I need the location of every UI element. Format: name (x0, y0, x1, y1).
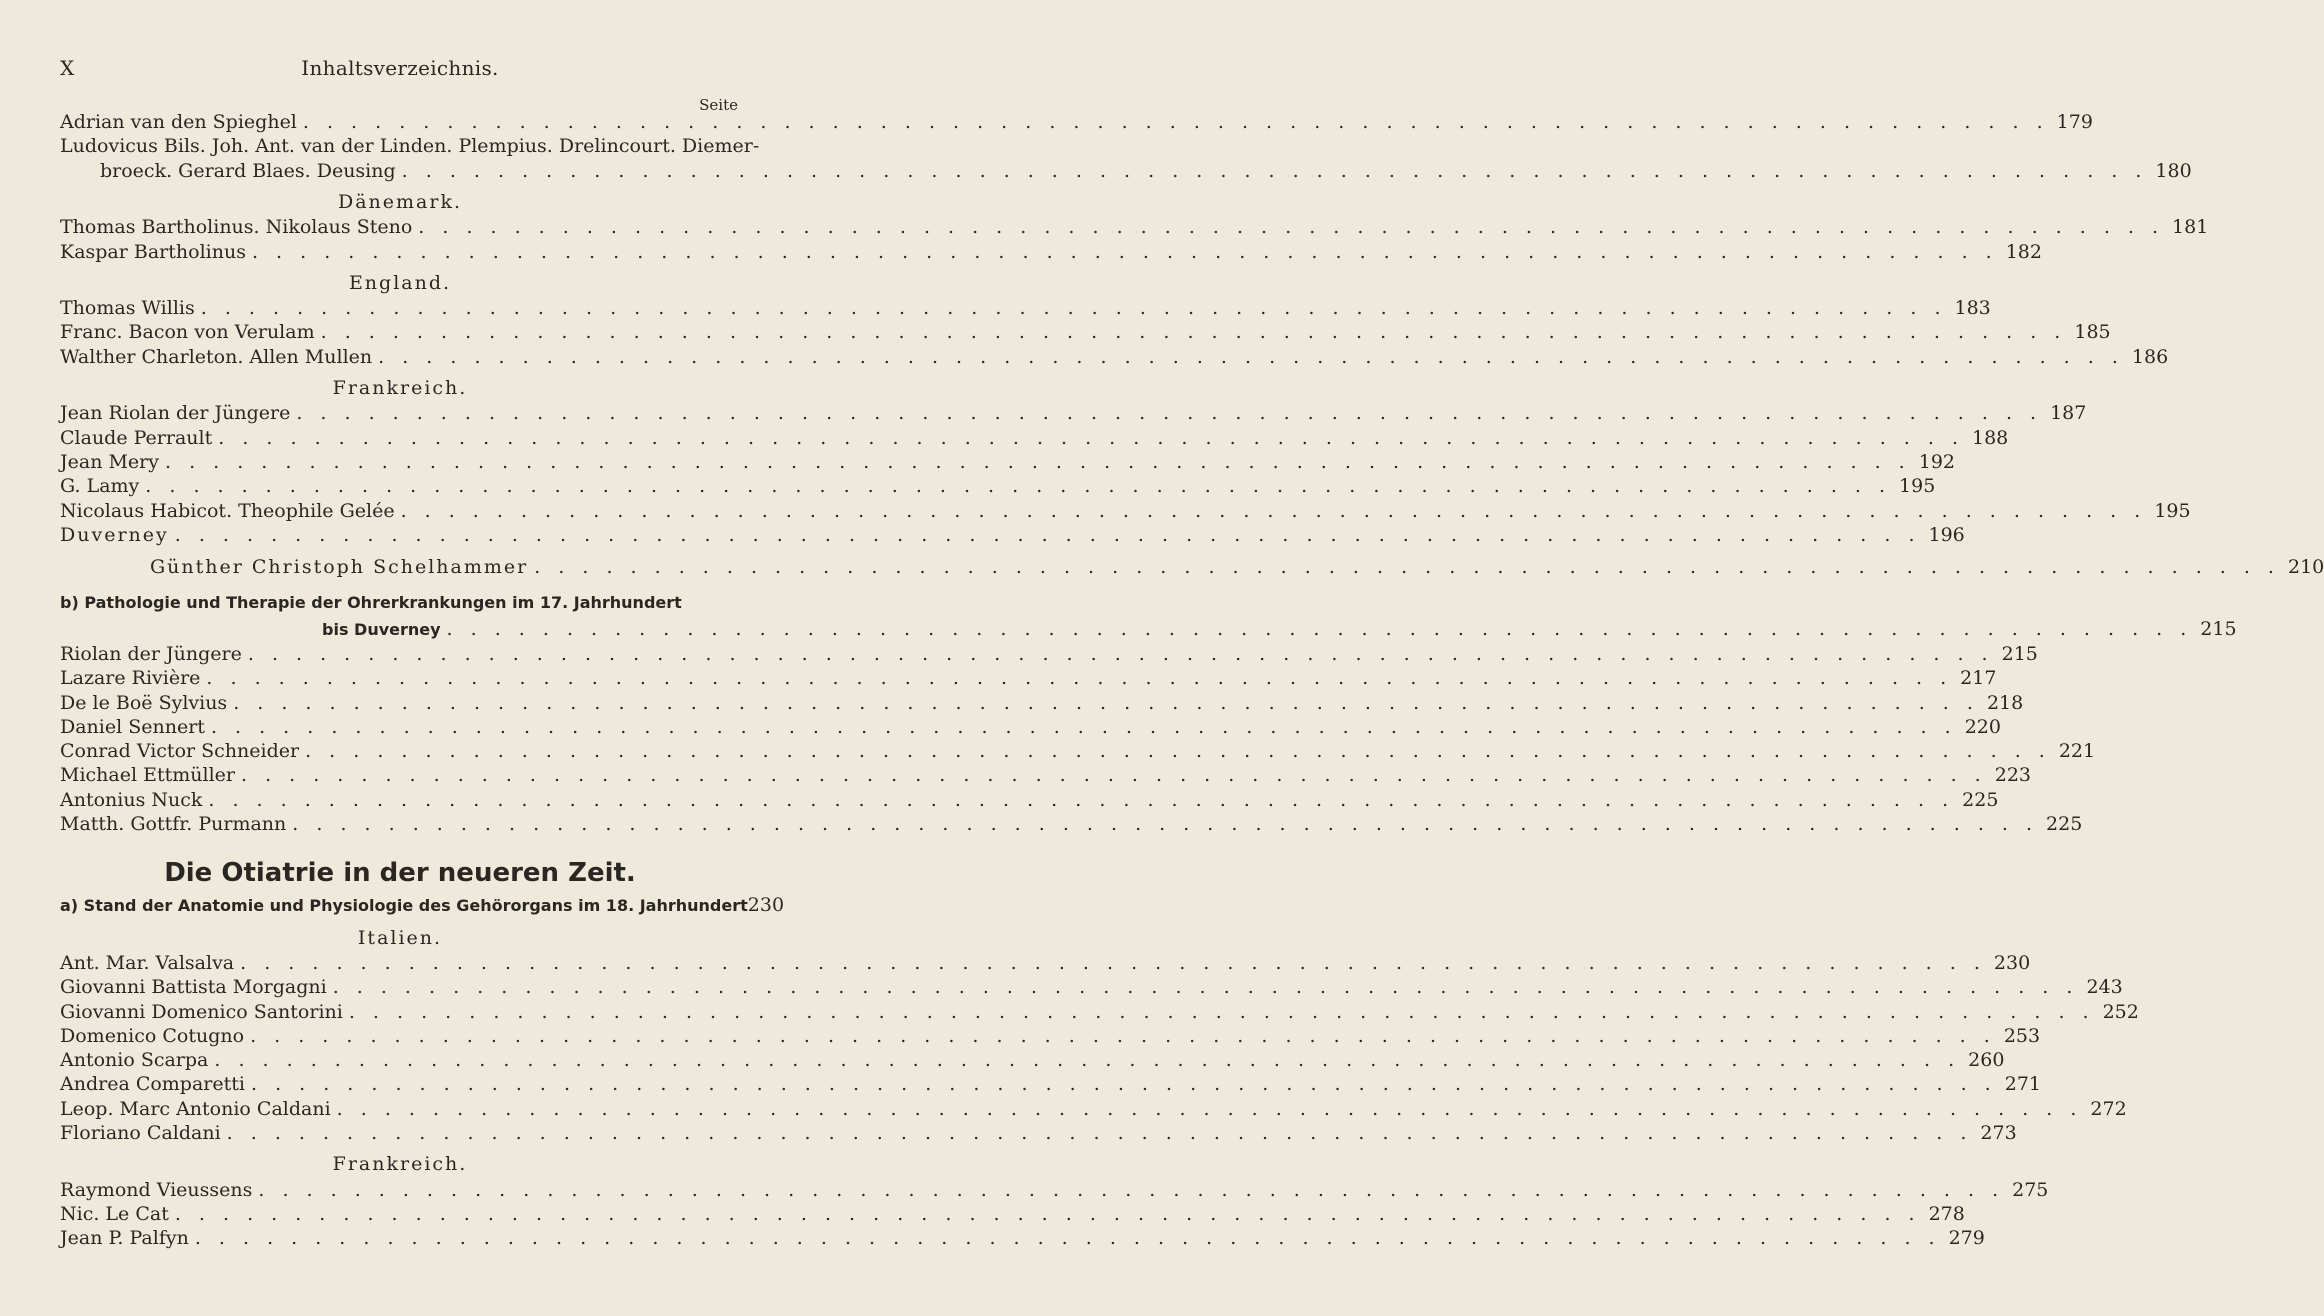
entry-page: 221 (2058, 740, 2096, 762)
toc-entry (60, 240, 2042, 264)
toc-entry (60, 426, 2009, 450)
leader-dots: . . . . . . . . . . . . . . . . . . . . . . . . . . . . . . . . . . . . . . . . . . . . . . . . . . . . . . . . . . . . . . . . . . . . . . . . . (200, 297, 1947, 319)
entry-page: 187 (2050, 402, 2087, 424)
toc-entry (60, 1024, 2041, 1048)
leader-dots: . . . . . . . . . . . . . . . . . . . . . . . . . . . . . . . . . . . . . . . . . . . . . . . . . . . . . . . . . . . . . . . . . . . . . . . . . (206, 667, 1953, 689)
toc-entry (60, 788, 1999, 812)
leader-dots: . . . . . . . . . . . . . . . . . . . . . . . . . . . . . . . . . . . . . . . . . . . . . . . . . . . . . . . . . . . . . . . . . . . . . . . . . (292, 813, 2039, 835)
entry-label: Michael Ettmüller (60, 764, 235, 786)
entry-page: 275 (2012, 1179, 2049, 1201)
entry-page: 186 (2131, 346, 2169, 368)
leader-dots: . . . . . . . . . . . . . . . . . . . . . . . . . . . . . . . . . . . . . . . . . . . . . . . . . . . . . . . . . . . . . . . . . . . . . . . . . (250, 1073, 1997, 1095)
toc-entry (60, 1000, 2139, 1024)
entry-page: 273 (1980, 1122, 2017, 1144)
leader-dots: . . . . . . . . . . . . . . . . . . . . . . . . . . . . . . . . . . . . . . . . . . . . . . . . . . . . . . . . . . . . . . . . . . . . . . . . . (214, 1049, 1961, 1071)
section-heading: Dänemark. (337, 191, 463, 213)
entry-page: 272 (2090, 1098, 2127, 1120)
leader-dots: . . . . . . . . . . . . . . . . . . . . . . . . . . . . . . . . . . . . . . . . . . . . . . . . . . . . . . . . . . . . . . . . . . . . . . . . . (305, 740, 2051, 762)
leader-dots: . . . . . . . . . . . . . . . . . . . . . . . . . . . . . . . . . . . . . . . . . . . . . . . . . . . . . . . . . . . . . . . . . . . . . . . . . (210, 716, 1957, 738)
toc-entry (60, 951, 2031, 975)
entry-label: Franc. Bacon von Verulam (60, 321, 315, 343)
leader-dots: . . . . . . . . . . . . . . . . . . . . . . . . . . . . . . . . . . . . . . . . . . . . . . . . . . . . . . . . . . . . . . . . . . . . . . . . . (226, 1122, 1973, 1144)
entry-label: bis Duverney (322, 620, 441, 639)
running-head (60, 56, 740, 82)
seite-label: Seite (699, 96, 738, 114)
entry-page: 183 (1954, 297, 1991, 319)
leader-dots: . . . . . . . . . . . . . . . . . . . . . . . . . . . . . . . . . . . . . . . . . . . . . . . . . . . . . . . . . . . . . . . . . . . . . . . . . (247, 643, 1994, 665)
leader-dots: . . . . . . . . . . . . . . . . . . . . . . . . . . . . . . . . . . . . . . . . . . . . . . . . . . . . . . . . . . . . . . . . . . . . . . . . . (302, 111, 2049, 133)
entry-label: Antonius Nuck (60, 789, 203, 811)
leader-dots: . . . . . . . . . . . . . . . . . . . . . . . . . . . . . . . . . . . . . . . . . . . . . . . . . . . . . . . . . . . . . . . . . . . . . . . . . (400, 500, 2147, 522)
toc-entry (60, 499, 2191, 523)
entry-label: Ant. Mar. Valsalva (60, 952, 235, 974)
toc-entry (60, 215, 2209, 239)
leader-dots: . . . . . . . . . . . . . . . . . . . . . . . . . . . . . . . . . . . . . . . . . . . . . . . . . . . . . . . . . . . . . . . . . . . . . . . . . (336, 1098, 2083, 1120)
entry-label: Giovanni Battista Morgagni (60, 976, 327, 998)
entry-label: Kaspar Bartholinus (60, 241, 246, 263)
entry-page: 217 (1960, 667, 1997, 689)
leader-dots: . . . . . . . . . . . . . . . . . . . . . . . . . . . . . . . . . . . . . . . . . . . . . . . . . . . . . . . . . . . . . . . . . . . . . . . . . (378, 346, 2124, 368)
entry-label: Jean P. Palfyn (60, 1227, 189, 1249)
toc-entry (100, 159, 2192, 183)
toc-entry (60, 975, 2123, 999)
leader-dots: . . . . . . . . . . . . . . . . . . . . . . . . . . . . . . . . . . . . . . . . . . . . . . . . . . . . . . . . . . . . . . . . . . . . . . . . . (145, 475, 1892, 497)
leader-dots: . . . . . . . . . . . . . . . . . . . . . . . . . . . . . . . . . . . . . . . . . . . . . . . . . . . . . . . . . . . . . . . . . . . . . . . . . (218, 427, 1964, 449)
leader-dots: . . . . . . . . . . . . . . . . . . . . . . . . . . . . . . . . . . . . . . . . . . . . . . . . . . . . . . . . . . . . . . . . . . . . . . . . . (174, 524, 1921, 546)
entry-label: Raymond Vieussens (60, 1179, 253, 1201)
toc-entry (60, 642, 2038, 666)
leader-dots: . . . . . . . . . . . . . . . . . . . . . . . . . . . . . . . . . . . . . . . . . . . . . . . . . . . . . . . . . . . . . . . . . . . . . . . . . (251, 241, 1998, 263)
entry-label: Daniel Sennert (60, 716, 205, 738)
toc-entry (60, 401, 2087, 425)
toc-entry (60, 345, 2169, 369)
toc-entry (60, 715, 2001, 739)
leader-dots: . . . . . . . . . . . . . . . . . . . . . . . . . . . . . . . . . . . . . . . . . . . . . . . . . . . . . . . . . . . . . . . . . . . . . . . . . (401, 160, 2148, 182)
entry-page: 243 (2086, 976, 2123, 998)
entry-label: Claude Perrault (60, 427, 213, 449)
leader-dots: . . . . . . . . . . . . . . . . . . . . . . . . . . . . . . . . . . . . . . . . . . . . . . . . . . . . . . . . . . . . . . . . . . . . . . . . . (240, 952, 1986, 974)
leader-dots: . . . . . . . . . . . . . . . . . . . . . . . . . . . . . . . . . . . . . . . . . . . . . . . . . . . . . . . . . . . . . . . . . . . . . . . . . (233, 692, 1979, 714)
entry-label: Jean Riolan der Jüngere (60, 402, 291, 424)
entry-label: Nicolaus Habicot. Theophile Gelée (60, 500, 395, 522)
entry-page: 279 (1948, 1227, 1985, 1249)
leader-dots: . . . . . . . . . . . . . . . . . . . . . . . . . . . . . . . . . . . . . . . . . . . . . . . . . . . . . . . . . . . . . . . . . . . . . . . . . (194, 1227, 1941, 1249)
leader-dots: . . . . . . . . . . . . . . . . . . . . . . . . . . . . . . . . . . . . . . . . . . . . . . . . . . . . . . . . . . . . . . . . . . . . . . . . . (164, 451, 1911, 473)
section-heading: Frankreich. (332, 377, 468, 399)
entry-page: 230 (1993, 952, 2031, 974)
toc-entry (60, 110, 2093, 134)
page-number: X (60, 56, 75, 80)
entry-page: 220 (1964, 716, 2001, 738)
leader-dots: . . . . . . . . . . . . . . . . . . . . . . . . . . . . . . . . . . . . . . . . . . . . . . . . . . . . . . . . . . . . . . . . . . . . . . . . . (418, 216, 2165, 238)
toc-entry (60, 1072, 2041, 1096)
entry-page: 260 (1968, 1049, 2005, 1071)
entry-label: Lazare Rivière (60, 667, 201, 689)
entry-label: Matth. Gottfr. Purmann (60, 813, 287, 835)
leader-dots: . . . . . . . . . . . . . . . . . . . . . . . . . . . . . . . . . . . . . . . . . . . . . . . . . . . . . . . . . . . . . . . . . . . . . . . . . (240, 764, 1987, 786)
section-b-heading: b) Pathologie und Therapie der Ohrerkrankungen im 17. Jahrhundert (60, 593, 682, 612)
entry-page: 179 (2056, 111, 2093, 133)
section-heading: Frankreich. (332, 1153, 468, 1175)
toc-entry (60, 1178, 2049, 1202)
section-a-label: a) Stand der Anatomie und Physiologie des Gehörorgans im 18. Jahrhundert (60, 896, 748, 915)
entry-page: 278 (1928, 1203, 1965, 1225)
toc-entry (60, 666, 1997, 690)
entry-label: Giovanni Domenico Santorini (60, 1001, 343, 1023)
toc-entry (60, 1048, 2005, 1072)
entry-page: 215 (2200, 618, 2237, 640)
entry-label: Riolan der Jüngere (60, 643, 242, 665)
leader-dots: . . . . . . . . . . . . . . . . . . . . . . . . . . . . . . . . . . . . . . . . . . . . . . . . . . . . . . . . . . . . . . . . . . . . . . . . . (332, 976, 2079, 998)
entry-label: Domenico Cotugno (60, 1025, 245, 1047)
toc-entry (60, 296, 1991, 320)
toc-entry (60, 812, 2083, 836)
entry-label: Thomas Bartholinus. Nikolaus Steno (60, 216, 413, 238)
section-heading: England. (348, 272, 452, 294)
entry-label: Günther Christoph Schelhammer (150, 556, 529, 578)
entry-page: 271 (2004, 1073, 2041, 1095)
entry-page: 185 (2074, 321, 2111, 343)
entry-label: Walther Charleton. Allen Mullen (60, 346, 373, 368)
leader-dots: . . . . . . . . . . . . . . . . . . . . . . . . . . . . . . . . . . . . . . . . . . . . . . . . . . . . . . . . . . . . . . . . . . . . . . . . . (446, 618, 2193, 640)
entry-label: Conrad Victor Schneider (60, 740, 300, 762)
leader-dots: . . . . . . . . . . . . . . . . . . . . . . . . . . . . . . . . . . . . . . . . . . . . . . . . . . . . . . . . . . . . . . . . . . . . . . . . . (208, 789, 1955, 811)
toc-entry (60, 1121, 2017, 1145)
toc-entry (60, 1202, 1965, 1226)
leader-dots: . . . . . . . . . . . . . . . . . . . . . . . . . . . . . . . . . . . . . . . . . . . . . . . . . . . . . . . . . . . . . . . . . . . . . . . . . (320, 321, 2067, 343)
entry-page: 181 (2172, 216, 2209, 238)
entry-page: 253 (2003, 1025, 2041, 1047)
toc-entry (150, 555, 2324, 579)
leader-dots: . . . . . . . . . . . . . . . . . . . . . . . . . . . . . . . . . . . . . . . . . . . . . . . . . . . . . . . . . . . . . . . . . . . . . . . . . (258, 1179, 2005, 1201)
entry-label: Andrea Comparetti (60, 1073, 245, 1095)
leader-dots: . . . . . . . . . . . . . . . . . . . . . . . . . . . . . . . . . . . . . . . . . . . . . . . . . . . . . . . . . . . . . . . . . . . . . . . . . (250, 1025, 1996, 1047)
entry-label: Floriano Caldani (60, 1122, 221, 1144)
chapter-title: Die Otiatrie in der neueren Zeit. (164, 858, 636, 888)
toc-entry (60, 450, 1955, 474)
entry-page: 215 (2001, 643, 2038, 665)
entry-label: Duverney (60, 524, 169, 546)
page-title: Inhaltsverzeichnis. (301, 56, 499, 80)
entry-label: Adrian van den Spieghel (60, 111, 297, 133)
section-a-heading (60, 894, 785, 916)
toc-entry (60, 474, 1936, 498)
toc-entry (60, 691, 2024, 715)
entry-page: 196 (1928, 524, 1965, 546)
entry-page: 225 (2046, 813, 2083, 835)
section-heading: Italien. (357, 927, 443, 949)
toc-entry (60, 739, 2096, 763)
entry-label: broeck. Gerard Blaes. Deusing (100, 160, 396, 182)
entry-label: De le Boë Sylvius (60, 692, 228, 714)
toc-entry-wrapped-line: Ludovicus Bils. Joh. Ant. van der Linden. Plempius. Drelincourt. Diemer- (60, 135, 760, 157)
entry-page: 192 (1918, 451, 1955, 473)
toc-entry (60, 763, 2031, 787)
entry-label: Antonio Scarpa (60, 1049, 209, 1071)
toc-entry (60, 320, 2111, 344)
entry-label: Leop. Marc Antonio Caldani (60, 1098, 331, 1120)
entry-page: 230 (747, 894, 785, 916)
entry-label: Jean Mery (60, 451, 159, 473)
leader-dots: . . . . . . . . . . . . . . . . . . . . . . . . . . . . . . . . . . . . . . . . . . . . . . . . . . . . . . . . . . . . . . . . . . . . . . . . . (348, 1001, 2095, 1023)
entry-label: Thomas Willis (60, 297, 195, 319)
entry-page: 195 (1899, 475, 1936, 497)
toc-entry (60, 1226, 1985, 1250)
section-b-heading-cont (322, 618, 2237, 640)
entry-page: 225 (1962, 789, 1999, 811)
leader-dots: . . . . . . . . . . . . . . . . . . . . . . . . . . . . . . . . . . . . . . . . . . . . . . . . . . . . . . . . . . . . . . . . . . . . . . . . . (296, 402, 2043, 424)
entry-page: 223 (1994, 764, 2031, 786)
leader-dots: . . . . . . . . . . . . . . . . . . . . . . . . . . . . . . . . . . . . . . . . . . . . . . . . . . . . . . . . . . . . . . . . . . . . . . . . . (534, 556, 2280, 578)
entry-page: 252 (2102, 1001, 2139, 1023)
toc-entry (60, 523, 1965, 547)
entry-page: 182 (2005, 241, 2042, 263)
toc-entry (60, 1097, 2127, 1121)
entry-page: 180 (2155, 160, 2192, 182)
entry-page: 188 (1972, 427, 2009, 449)
entry-label: G. Lamy (60, 475, 140, 497)
leader-dots: . . . . . . . . . . . . . . . . . . . . . . . . . . . . . . . . . . . . . . . . . . . . . . . . . . . . . . . . . . . . . . . . . . . . . . . . . (174, 1203, 1921, 1225)
entry-page: 210 (2287, 556, 2324, 578)
entry-page: 195 (2154, 500, 2191, 522)
entry-label: Nic. Le Cat (60, 1203, 169, 1225)
entry-page: 218 (1986, 692, 2024, 714)
